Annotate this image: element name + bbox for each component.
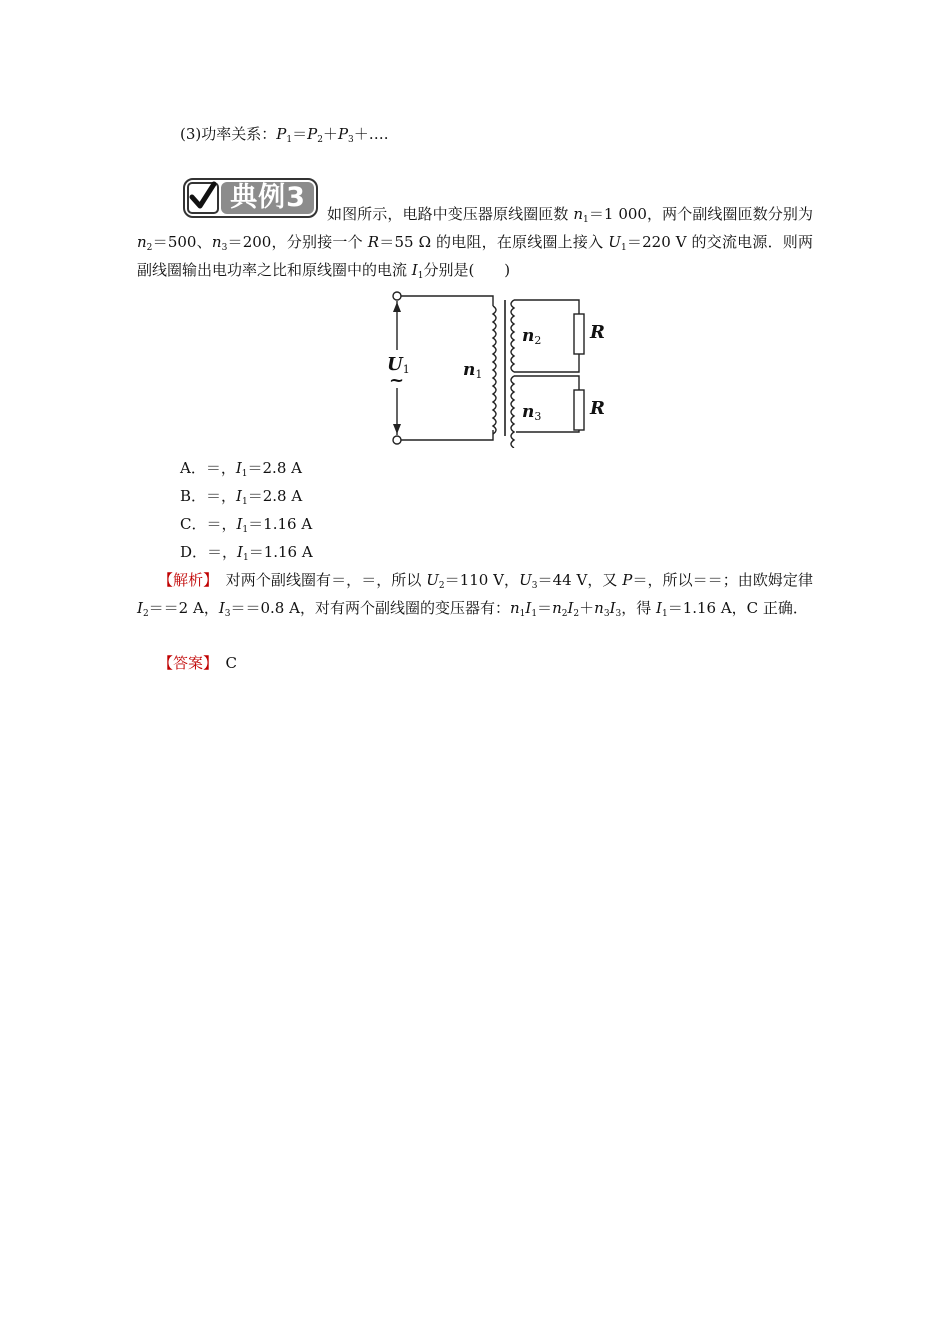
option-b: B．＝，$I_1=2.8$ A — [180, 487, 303, 507]
primary-label: $n_1$ — [463, 360, 483, 381]
answer-value: C — [210, 654, 237, 672]
source-label: $U_1$ — [387, 354, 410, 376]
answer-label: 【答案】 — [158, 654, 211, 672]
resistor-bottom — [574, 390, 584, 430]
circuit-svg — [385, 288, 615, 448]
arrow-down-icon — [393, 424, 401, 434]
primary-coil — [493, 306, 496, 434]
arrow-up-icon — [393, 302, 401, 312]
option-c: C．＝，$I_1=1.16$ A — [180, 515, 313, 535]
power-relation-prefix: (3)功率关系： — [180, 125, 277, 143]
analysis-label: 【解析】 — [158, 571, 211, 589]
example-question: 如图所示，电路中变压器原线圈匝数 $n_1=1$ 000，两个副线圈匝数分别为 $n_2=500$、$n_3=200$，分别接一个 R＝55 Ω 的电阻，在原线圈上接入 $U_1=220$ V 的交流电源．则两副线圈输出电功率之比和原线圈中的电流 $I_1$分别是( ) — [137, 205, 813, 281]
example-badge-label: 典例3 — [230, 182, 306, 213]
option-d: D．＝，$I_1=1.16$ A — [180, 543, 313, 563]
secondary-top-label: $n_2$ — [522, 326, 542, 347]
resistor-bottom-label: R — [590, 398, 605, 419]
power-relation-line: (3)功率关系：$P_1=P_2+P_3+\dots$. — [180, 125, 389, 145]
option-a: A．＝，$I_1=2.8$ A — [180, 459, 302, 479]
transformer-circuit-diagram — [385, 288, 615, 448]
secondary-bottom-label: $n_3$ — [522, 402, 542, 423]
ac-symbol: ~ — [389, 370, 405, 391]
terminal-bottom — [393, 436, 401, 444]
resistor-top-label: R — [590, 322, 605, 343]
resistor-top — [574, 314, 584, 354]
secondary-coil-bottom — [511, 376, 514, 448]
terminal-top — [393, 292, 401, 300]
analysis-paragraph: 【解析】 对两个副线圈有＝，＝，所以 $U_2=110$ V，$U_3=44$ V，又 P＝，所以＝＝；由欧姆定律 $I_2==2$ A，$I_3==0.8$ A，对有两个副线圈的变压器有：$n_1I_1=n_2I_2+n_3I_3$，得 $I_1=1.16$ A，C 正确． — [137, 571, 813, 619]
answer-line — [158, 653, 237, 673]
secondary-coil-top — [511, 300, 514, 372]
